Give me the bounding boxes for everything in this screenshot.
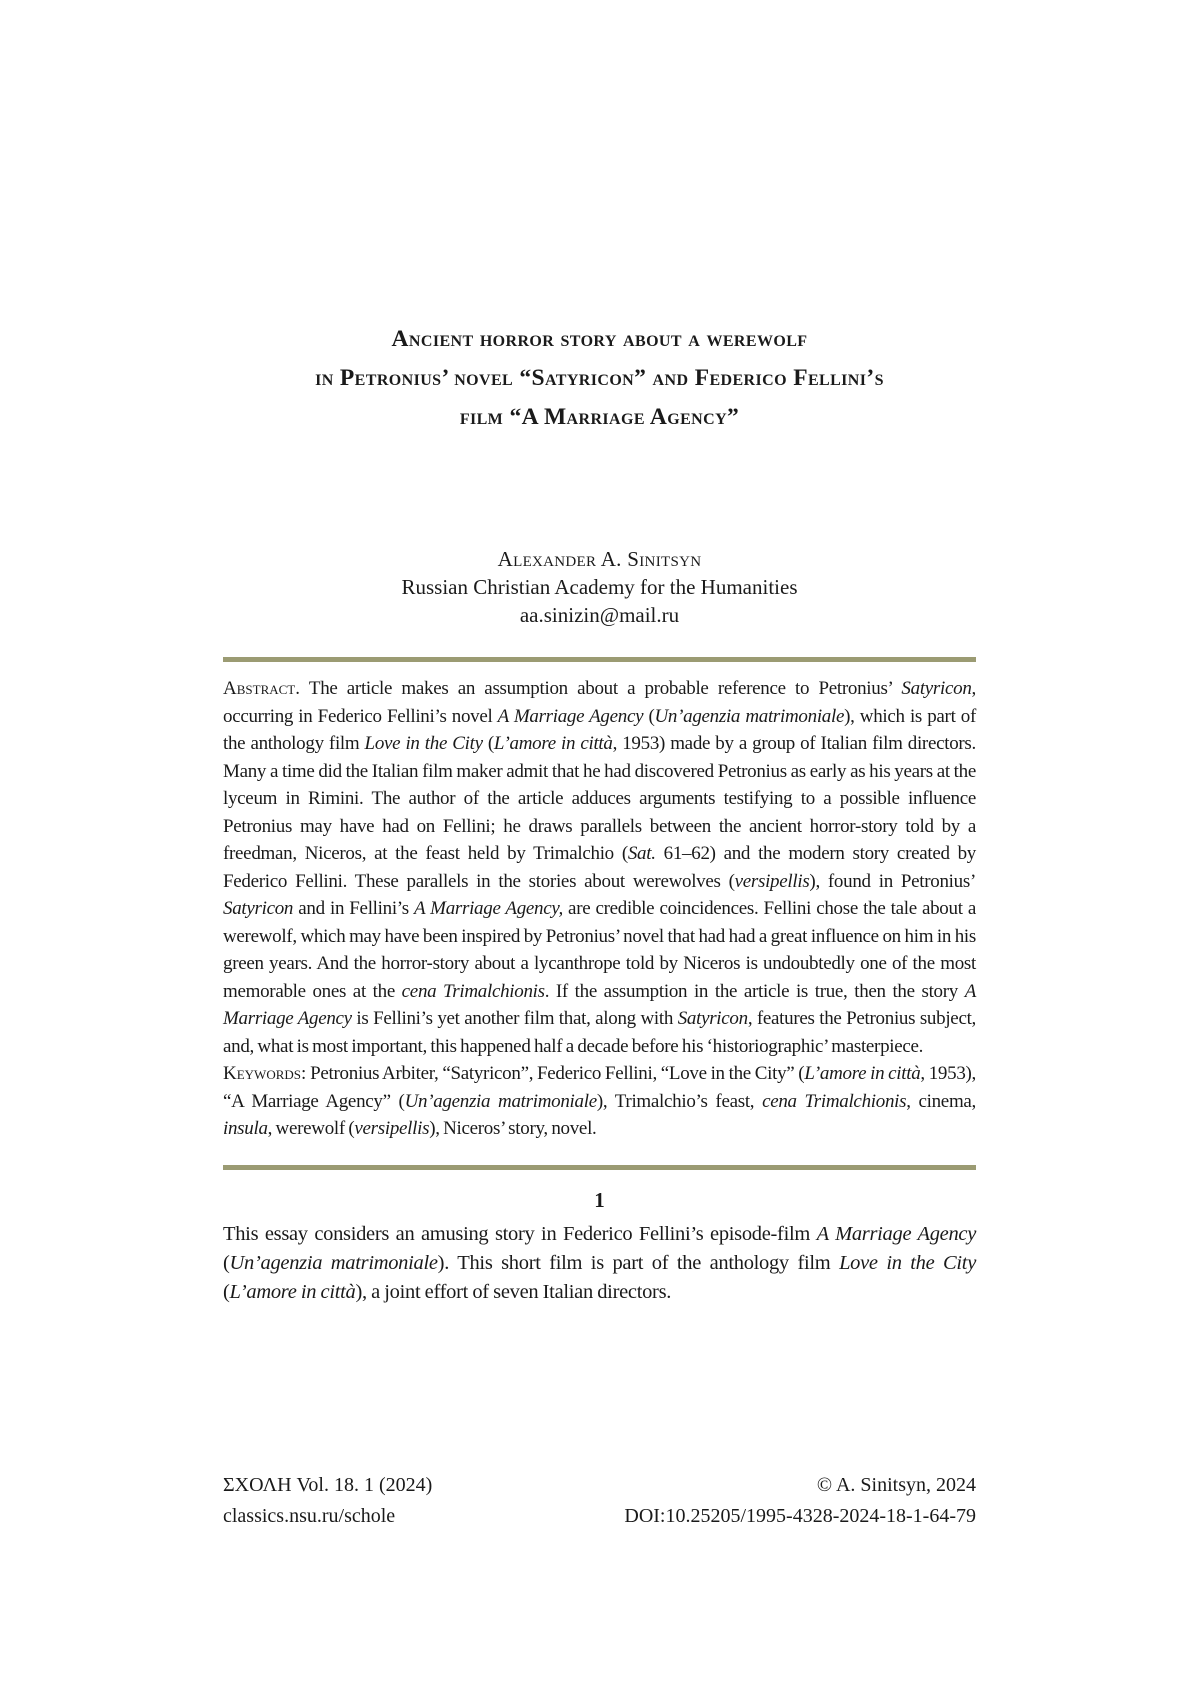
footer-copyright: © A. Sinitsyn, 2024 [816, 1474, 976, 1496]
abstract-bottom-rule [223, 1165, 976, 1170]
footer-right-column [624, 1470, 976, 1532]
abstract-paragraph: Abstract. The article makes an assumption about a probable reference to Petronius’ Satyricon, occurring in Federico Fellini’s novel A Marriage Agency (Un’agenzia matrimoniale), which is part of the anthology film Love in the City (L’amore in città, 1953) made by a group of Italian film directors. Many a time did the Italian film maker admit that he had discovered Petronius as early as his years at the lyceum in Rimini. The author of the article adduces arguments testifying to a possible influence Petronius may have had on Fellini; he draws parallels between the ancient horror-story told by a freedman, Niceros, at the feast held by Trimalchio (Sat. 61–62) and the modern story created by Federico Fellini. These parallels in the stories about werewolves (versipellis), found in Petronius’ Satyricon and in Fellini’s A Marriage Agency, are credible coincidences. Fellini chose the tale about a werewolf, which may have been inspired by Petronius’ novel that had had a great influence on him in his green years. And the horror-story about a lycanthrope told by Niceros is undoubtedly one of the most memorable ones at the cena Trimalchionis. If the assumption in the article is true, then the story A Marriage Agency is Fellini’s yet another film that, along with Satyricon, features the Petronius subject, and, what is most important, this happened half a decade before his ‘historiographic’ masterpiece. [223, 678, 977, 1057]
page-title-line-1: Ancient horror story about a werewolf [391, 326, 808, 352]
footer-doi: DOI:10.25205/1995-4328-2024-18-1-64-79 [624, 1505, 976, 1527]
section-number: 1 [594, 1187, 605, 1212]
footer-journal: ΣΧΟΛΗ Vol. 18. 1 (2024) [223, 1474, 433, 1496]
footer-site-url: classics.nsu.ru/schole [223, 1505, 396, 1527]
author-block [223, 545, 976, 629]
footer-left-column [223, 1470, 432, 1532]
text-column [223, 0, 976, 1307]
author-email: aa.sinizin@mail.ru [519, 603, 680, 627]
page-title-line-2: in Petronius’ novel “Satyricon” and Federico Fellini’s [315, 365, 884, 391]
author-name: Alexander A. Sinitsyn [497, 547, 702, 571]
page-title-line-3: film “A Marriage Agency” [459, 404, 740, 430]
author-affiliation: Russian Christian Academy for the Humanities [401, 575, 798, 599]
keywords-paragraph: Keywords: Petronius Arbiter, “Satyricon”, Federico Fellini, “Love in the City” (L’amore in città, 1953), “A Marriage Agency” (Un’agenzia matrimoniale), Trimalchio’s feast, cena Trimalchionis, cinema, insula, werewolf (versipellis), Niceros’ story, novel. [223, 1063, 977, 1139]
page-footer [223, 1470, 976, 1532]
page-title [223, 320, 976, 437]
body-paragraph: This essay considers an amusing story in Federico Fellini’s episode-film A Marriage Agency (Un’agenzia matrimoniale). This short film is part of the anthology film Love in the City (L’amore in città), a joint effort of seven Italian directors. [223, 1222, 977, 1303]
abstract-top-rule [223, 657, 976, 662]
